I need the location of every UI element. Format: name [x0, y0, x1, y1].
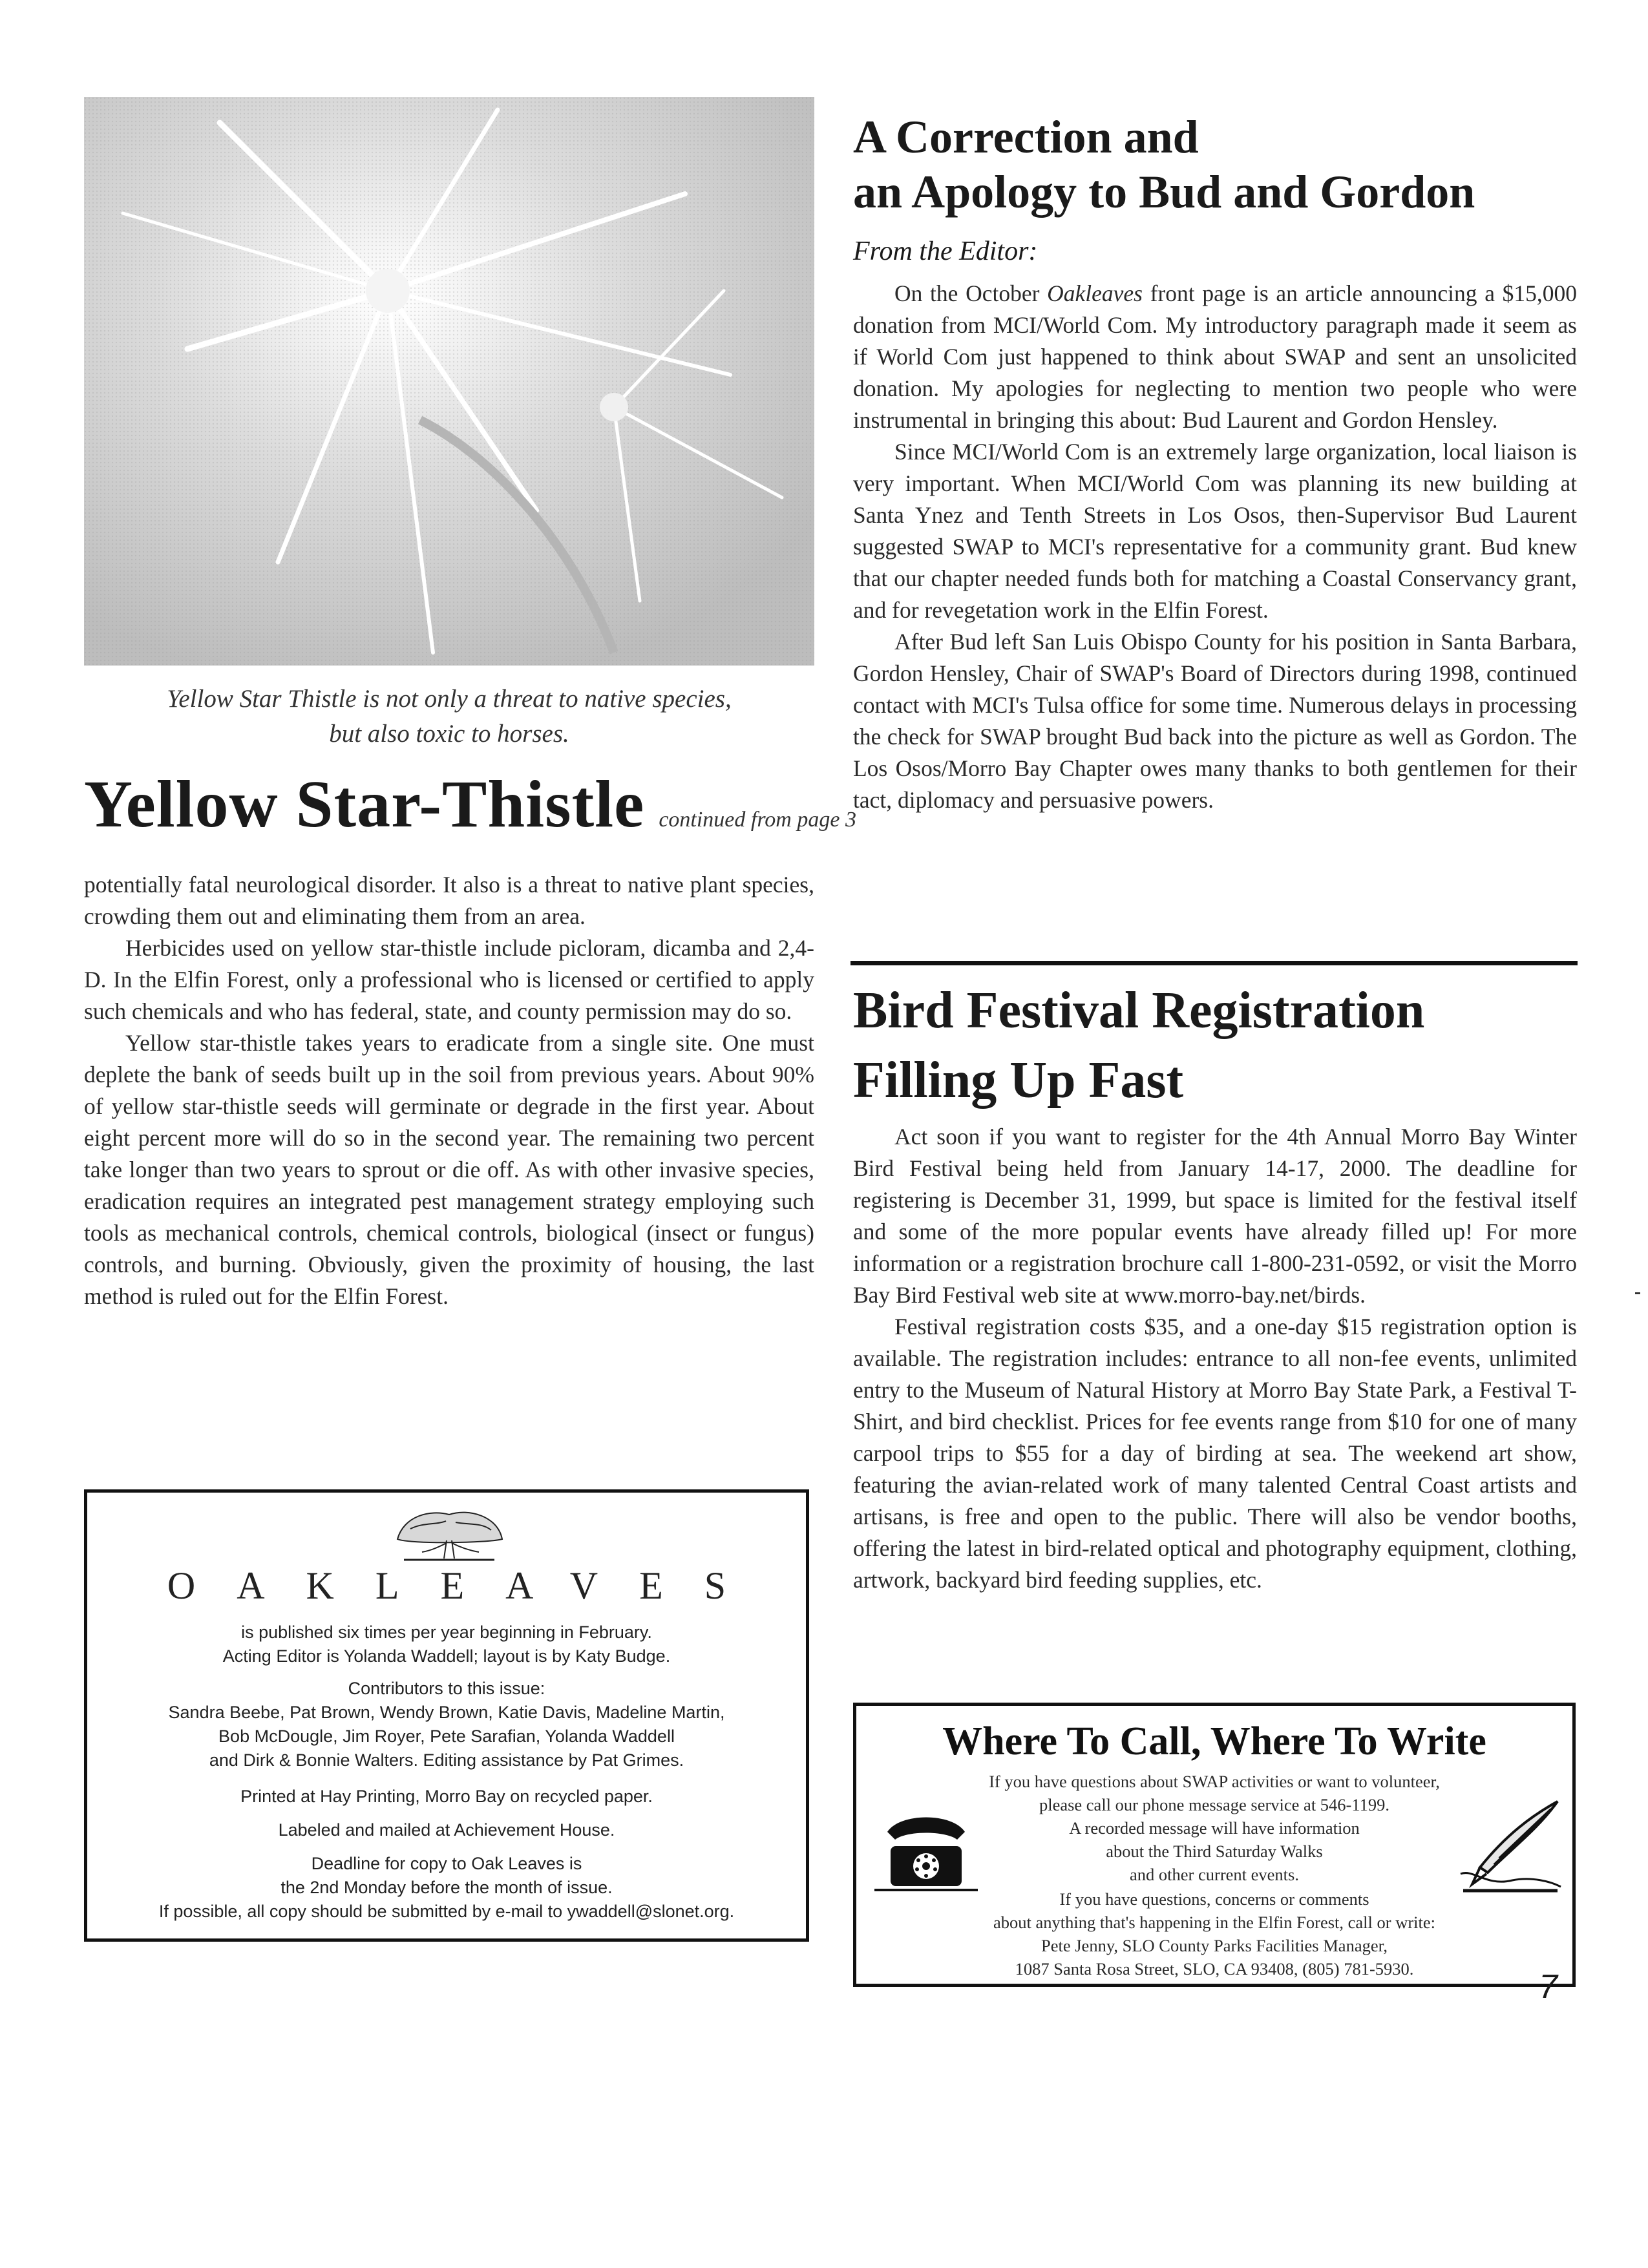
oakleaves-masthead-box — [84, 1489, 809, 1942]
article-paragraph — [853, 278, 1577, 436]
article-paragraph: Act soon if you want to register for the 4th Annual Morro Bay Winter Bird Festival being held from January 14-17, 2000. The deadline for registering is December 31, 1999, but space is limited for the festival itself and some of the more popular events have already filled up! For more information or a registration brochure call 1-800-231-0592, or visit the Morro Bay Bird Festival web site at www.morro-bay.net/birds. — [853, 1124, 1577, 1308]
title-line-2: an Apology to Bud and Gordon — [853, 166, 1475, 218]
where-to-call-box — [853, 1703, 1576, 1987]
masthead-line: Contributors to this issue: — [348, 1679, 545, 1698]
article-paragraph: Yellow star-thistle takes years to eradicate from a single site. One must deplete the bank of seeds built up in the soil from previous years. About 90% of yellow star-thistle seeds will germinate or degrade in the first year. About eight percent more will do so in the second year. The remaining two percent take longer than two years to sprout or die off. As with other invasive species, eradication requires an integrated pest management strategy employing such tools as mechanical controls, chemical controls, biological (insect or fungus) controls, and burning. Obviously, given the proximity of housing, the last method is ruled out for the Elfin Forest. — [84, 1030, 814, 1309]
call-box-line: please call our phone message service at 546-1199. — [1039, 1795, 1390, 1814]
thistle-image — [84, 97, 814, 666]
title-line-1: A Correction and — [853, 111, 1199, 163]
masthead-line: Deadline for copy to Oak Leaves is — [311, 1854, 582, 1873]
continued-note: continued from page 3 — [659, 808, 856, 832]
box-title: Where To Call, Where To Write — [942, 1719, 1486, 1763]
masthead-line: Acting Editor is Yolanda Waddell; layout is by Katy Budge. — [222, 1646, 671, 1666]
title-line-1: Bird Festival Registration — [853, 982, 1425, 1039]
photo-caption — [84, 682, 814, 751]
text-run: On the October — [894, 280, 1048, 306]
star-thistle-photo — [84, 97, 814, 666]
call-box-line: about the Third Saturday Walks — [1106, 1842, 1323, 1861]
byline: From the Editor: — [853, 236, 1038, 266]
section-divider — [850, 961, 1578, 965]
title-line-2: Filling Up Fast — [853, 1052, 1184, 1109]
call-box-line: about anything that's happening in the Elfin Forest, call or write: — [993, 1913, 1436, 1932]
page-number: 7 — [1539, 1968, 1558, 2006]
article-paragraph: Festival registration costs $35, and a one-day $15 registration option is available. The registration includes: entrance to all non-fee events, unlimited entry to the Museum of Natural History at Morro Bay State Park, a Festival T-Shirt, and bird checklist. Prices for fee events range from $10 for one of many carpool trips to $55 for a day of birding at sea. The weekend art show, featuring the avian-related work of many talented Central Coast artists and artisans, is free and open to the public. There will also be vendor booths, offering the latest in bird-related optical and photography equipment, clothing, artwork, backyard bird feeding supplies, etc. — [853, 1314, 1577, 1593]
masthead-line: the 2nd Monday before the month of issue. — [280, 1878, 613, 1897]
caption-line-1: Yellow Star Thistle is not only a threat to native species, — [167, 685, 732, 713]
masthead-line: If possible, all copy should be submitted by e-mail to ywaddell@slonet.org. — [158, 1902, 735, 1921]
bird-article-body — [853, 1121, 1577, 1596]
oak-tree-logo-icon — [385, 1503, 514, 1565]
margin-mark — [1635, 1292, 1640, 1294]
thistle-heading — [84, 766, 856, 843]
call-box-line: 1087 Santa Rosa Street, SLO, CA 93408, (805) 781-5930. — [1015, 1959, 1414, 1979]
article-title: Yellow Star-Thistle — [84, 767, 645, 841]
masthead-line: Bob McDougle, Jim Royer, Pete Sarafian, Yolanda Waddell — [218, 1727, 675, 1746]
publication-reference: Oakleaves — [1047, 280, 1143, 306]
call-box-line: If you have questions, concerns or comments — [1059, 1889, 1369, 1909]
publication-name: OAKLEAVES — [167, 1564, 768, 1607]
caption-line-2: but also toxic to horses. — [329, 720, 569, 748]
article-paragraph: After Bud left San Luis Obispo County for his position in Santa Barbara, Gordon Hensley, Chair of SWAP's Board of Directors during 1998, continued contact with MCI's Tulsa office for some time. Numerous delays in processing the check for SWAP brought Bud back into the picture as well as Gordon. The Los Osos/Morro Bay Chapter owes many thanks to both gentlemen for their tact, diplomacy and persuasive powers. — [853, 629, 1577, 813]
article-paragraph: Since MCI/World Com is an extremely large organization, local liaison is very important. When MCI/World Com was planning its new building at Santa Ynez and Tenth Streets in Los Osos, then-Supervisor Bud Laurent suggested SWAP to MCI's representative for a community grant. Bud knew that our chapter needed funds both for matching a Coastal Conservancy grant, and for revegetation work in the Elfin Forest. — [853, 439, 1577, 623]
masthead-line: Printed at Hay Printing, Morro Bay on recycled paper. — [240, 1787, 653, 1806]
masthead-line: Sandra Beebe, Pat Brown, Wendy Brown, Katie Davis, Madeline Martin, — [168, 1703, 725, 1722]
correction-article-body — [853, 278, 1577, 816]
text-run: front page is an article announcing a $15,000 donation from MCI/World Com. My introductory paragraph made it seem as if World Com just happened to think about SWAP and sent an unsolicited donation. My apologies for neglecting to mention two people who were instrumental in bringing this about: Bud Laurent and Gordon Hensley. — [853, 280, 1577, 433]
article-paragraph: potentially fatal neurological disorder. It also is a threat to native plant species, crowding them out and eliminating them from an area. — [84, 872, 814, 929]
masthead-line: and Dirk & Bonnie Walters. Editing assistance by Pat Grimes. — [209, 1750, 684, 1770]
call-box-line: and other current events. — [1130, 1865, 1299, 1884]
masthead-line: is published six times per year beginning in February. — [241, 1622, 652, 1642]
masthead-line: Labeled and mailed at Achievement House. — [278, 1820, 615, 1840]
article-paragraph: Herbicides used on yellow star-thistle include picloram, dicamba and 2,4-D. In the Elfin Forest, only a professional who is licensed or certified to apply such chemicals and who has federal, state, and county permission may do so. — [84, 935, 814, 1024]
call-box-line: A recorded message will have information — [1069, 1818, 1360, 1838]
call-box-line: Pete Jenny, SLO County Parks Facilities Manager, — [1041, 1936, 1388, 1955]
thistle-article-body — [84, 869, 814, 1312]
call-box-line: If you have questions about SWAP activities or want to volunteer, — [989, 1772, 1440, 1791]
bird-festival-title — [853, 976, 1577, 1115]
correction-title — [853, 110, 1577, 220]
